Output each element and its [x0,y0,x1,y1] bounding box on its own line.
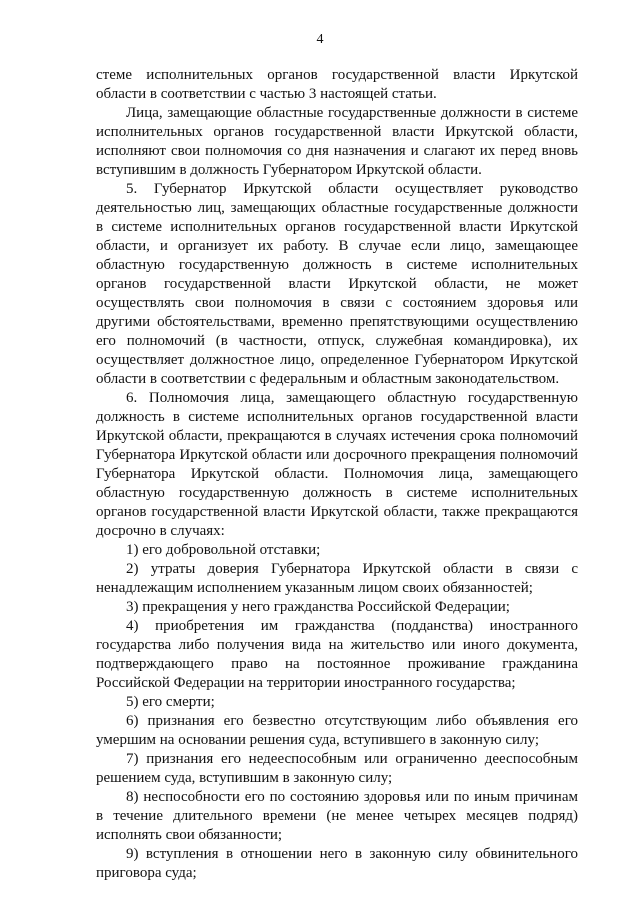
list-item: 2) утраты доверия Губернатора Иркутской области в связи с ненадлежащим исполнением указанным лицом своих обязанностей; [96,561,578,596]
list-item: 3) прекращения у него гражданства Российской Федерации; [126,599,510,615]
document-body [96,66,578,883]
paragraph-5-governor-direction: 5. Губернатор Иркутской области осуществляет руководство деятельностью лиц, замещающих областные государственные должности в системе исполнительных органов государственной власти Иркутской области, и организует их работу. В случае если лицо, замещающее областную государственную должность в системе исполнительных органов государственной власти Иркутской области, не может осуществлять свои полномочия в связи с состоянием здоровья или другими обстоятельствами, временно препятствующими осуществлению его полномочий (в частности, отпуск, служебная командировка), их осуществляет должностное лицо, определенное Губернатором Иркутской области в соответствии с федеральным и областным законодательством. [96,181,578,387]
paragraph-term-of-office: Лица, замещающие областные государственные должности в системе исполнительных органов государственной власти Иркутской области, исполняют свои полномочия со дня назначения и слагают их перед вновь вступившим в должность Губернатором Иркутской области. [96,105,578,178]
list-item: 8) неспособности его по состоянию здоровья или по иным причинам в течение длительного времени (не менее четырех месяцев подряд) исполнять свои обязанности; [96,789,578,843]
paragraph-6-termination: 6. Полномочия лица, замещающего областную государственную должность в системе исполнительных органов государственной власти Иркутской области, прекращаются в случаях истечения срока полномочий Губернатора Иркутской области или досрочного прекращения полномочий Губернатора Иркутской области. Полномочия лица, замещающего областную государственную должность в системе исполнительных органов государственной власти Иркутской области, также прекращаются досрочно в случаях: [96,390,578,539]
list-item: 7) признания его недееспособным или ограниченно дееспособным решением суда, вступившим в законную силу; [96,751,578,786]
page-number: 4 [316,32,324,47]
termination-cases-list [96,541,578,883]
list-item: 5) его смерти; [126,694,215,710]
paragraph-continuation: стеме исполнительных органов государственной власти Иркутской области в соответствии с частью 3 настоящей статьи. [96,67,578,102]
list-item: 1) его добровольной отставки; [126,542,321,558]
list-item: 6) признания его безвестно отсутствующим либо объявления его умершим на основании решения суда, вступившего в законную силу; [96,713,578,748]
list-item: 4) приобретения им гражданства (подданства) иностранного государства либо получения вида на жительство или иного документа, подтверждающего право на постоянное проживание гражданина Российской Федерации на территории иностранного государства; [96,618,578,691]
list-item: 9) вступления в отношении него в законную силу обвинительного приговора суда; [96,846,578,881]
